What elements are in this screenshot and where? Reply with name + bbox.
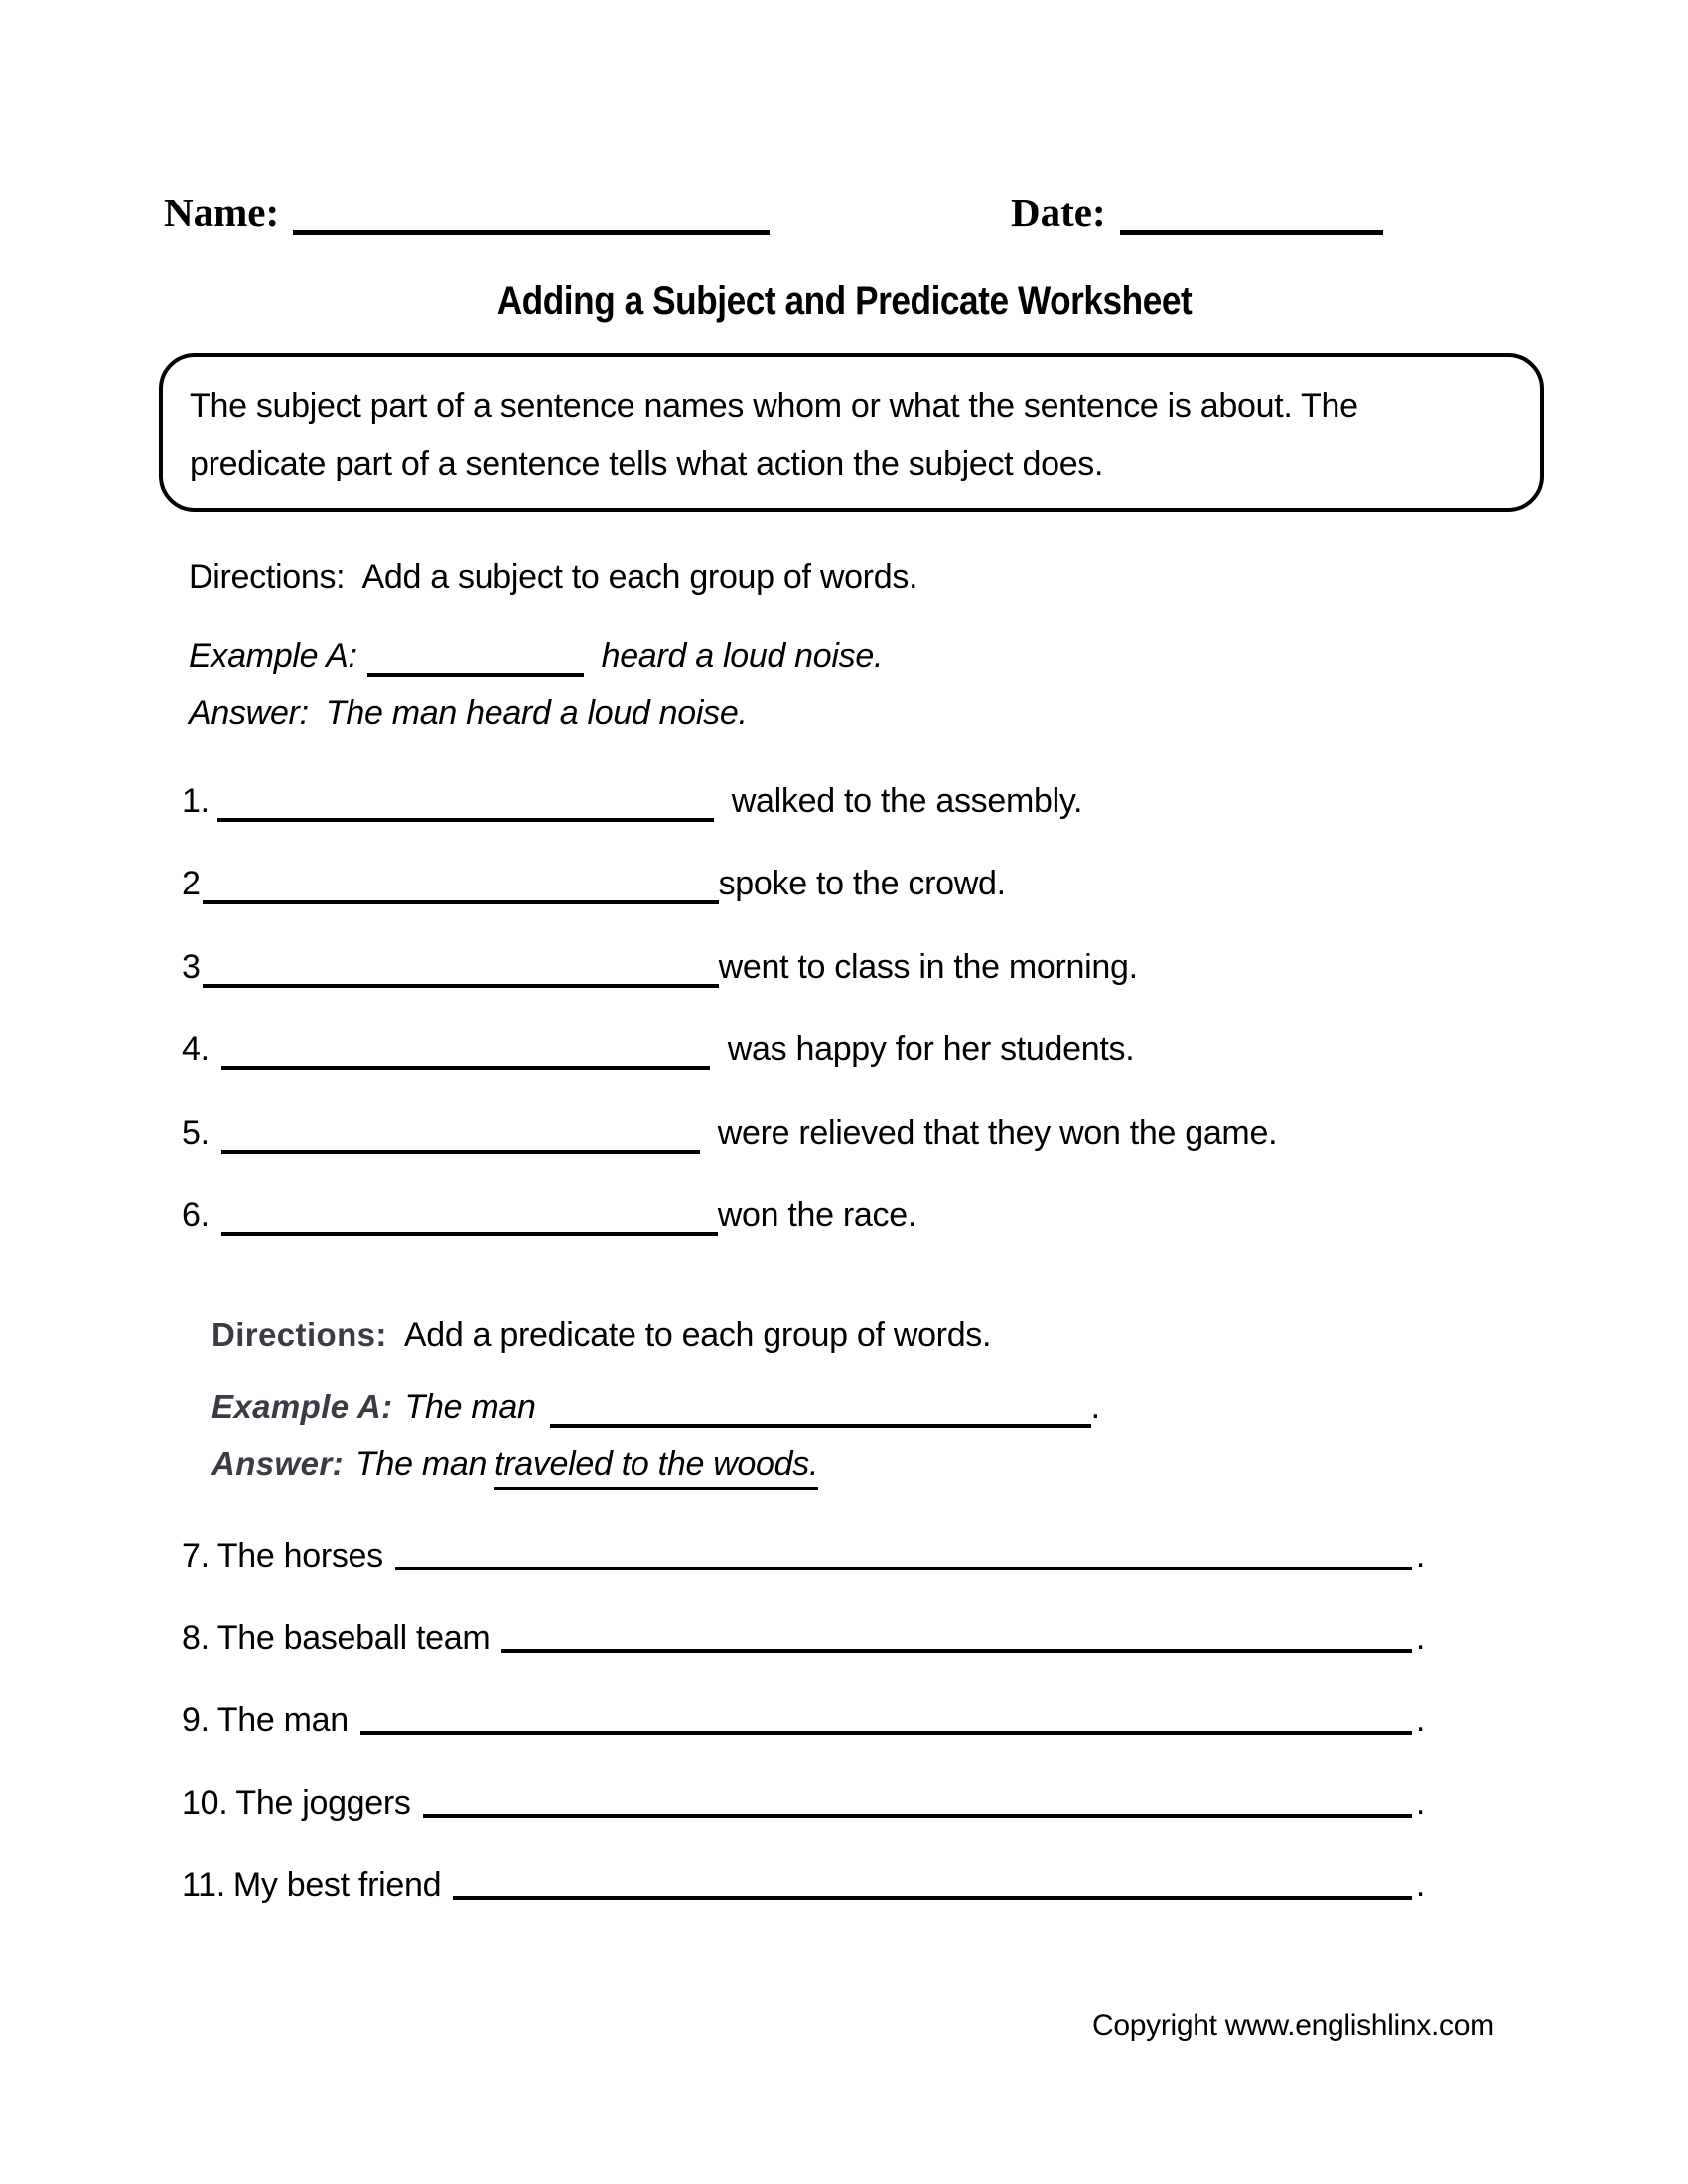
item-row-2 — [182, 865, 1006, 904]
answer-blank-line — [395, 1567, 1412, 1570]
item-text: won the race. — [717, 1196, 916, 1234]
section1-directions-text: Add a subject to each group of words. — [361, 558, 918, 596]
name-blank-line — [293, 220, 770, 235]
copyright-text: Copyright www.englishlinx.com — [1092, 2009, 1494, 2042]
section1-example-row — [189, 637, 883, 677]
item-number: 11. — [182, 1866, 225, 1904]
section1-answer-row — [189, 694, 748, 733]
definition-box — [159, 353, 1544, 512]
item-prefix: My best friend — [232, 1866, 442, 1904]
name-label: Name: — [164, 190, 280, 235]
item-row-1 — [182, 782, 1082, 822]
answer-blank-line — [203, 974, 719, 988]
item-number: 1. — [182, 782, 210, 820]
definition-text: The subject part of a sentence names whom or what the sentence is about. The predicate part of a sentence tells what action the subject does. — [190, 387, 1358, 482]
item-text: spoke to the crowd. — [718, 865, 1006, 902]
answer-blank-line — [221, 1056, 710, 1070]
item-prefix: The man — [216, 1702, 349, 1739]
section1-answer-text: The man heard a loud noise. — [325, 694, 748, 732]
section1-example-label: Example A: — [189, 637, 357, 675]
date-label: Date: — [1011, 190, 1106, 235]
section2-example-text: The man — [404, 1388, 536, 1426]
item-row-10 — [182, 1784, 1425, 1823]
item-number: 5. — [182, 1114, 210, 1152]
item-number: 2 — [182, 865, 201, 902]
item-period: . — [1415, 1619, 1425, 1657]
item-period: . — [1415, 1537, 1425, 1574]
item-prefix: The baseball team — [216, 1619, 491, 1657]
example-blank-line — [550, 1414, 1091, 1428]
section2-answer-row — [211, 1445, 818, 1484]
item-row-7 — [182, 1537, 1425, 1575]
section2-example-label: Example A: — [211, 1388, 393, 1425]
item-period: . — [1415, 1702, 1425, 1739]
item-period: . — [1415, 1866, 1425, 1904]
answer-blank-line — [360, 1731, 1412, 1735]
item-number: 4. — [182, 1030, 210, 1068]
item-prefix: The joggers — [235, 1784, 411, 1822]
title-row — [0, 279, 1688, 324]
answer-blank-line — [217, 808, 714, 822]
answer-blank-line — [453, 1896, 1412, 1900]
item-number: 8. — [182, 1619, 210, 1657]
item-row-5 — [182, 1114, 1277, 1154]
answer-blank-line — [423, 1814, 1412, 1818]
item-text: went to class in the morning. — [718, 948, 1138, 986]
item-row-4 — [182, 1030, 1134, 1070]
section2-answer-text: The man — [355, 1445, 488, 1483]
section1-answer-label: Answer: — [189, 694, 309, 732]
item-text: was happy for her students. — [727, 1030, 1135, 1068]
item-row-11 — [182, 1866, 1425, 1905]
section2-example-row — [211, 1388, 1100, 1428]
section2-answer-label: Answer: — [211, 1445, 344, 1482]
item-row-6 — [182, 1196, 916, 1236]
item-row-9 — [182, 1702, 1425, 1740]
item-period: . — [1415, 1784, 1425, 1822]
section1-directions — [189, 558, 917, 597]
example-period: . — [1090, 1388, 1100, 1426]
section2-directions-text: Add a predicate to each group of words. — [403, 1316, 992, 1354]
item-prefix: The horses — [216, 1537, 383, 1574]
example-blank-line — [367, 663, 584, 677]
answer-blank-line — [221, 1140, 700, 1154]
section1-example-text: heard a loud noise. — [601, 637, 884, 675]
item-number: 10. — [182, 1784, 228, 1822]
name-field-row — [164, 189, 770, 236]
answer-blank-line — [221, 1222, 718, 1236]
date-blank-line — [1120, 220, 1383, 235]
section2-directions — [211, 1316, 991, 1355]
item-number: 9. — [182, 1702, 210, 1739]
item-number: 3 — [182, 948, 201, 986]
answer-blank-line — [203, 890, 719, 904]
item-text: walked to the assembly. — [731, 782, 1083, 820]
section2-directions-label: Directions: — [211, 1316, 387, 1353]
item-text: were relieved that they won the game. — [717, 1114, 1278, 1152]
answer-blank-line — [501, 1649, 1411, 1653]
item-row-3 — [182, 948, 1138, 988]
item-number: 7. — [182, 1537, 210, 1574]
section1-directions-label: Directions: — [189, 558, 346, 596]
item-number: 6. — [182, 1196, 210, 1234]
section2-answer-underlined: traveled to the woods. — [494, 1445, 818, 1490]
page-title: Adding a Subject and Predicate Worksheet — [496, 279, 1192, 323]
date-field-row — [1011, 189, 1383, 236]
item-row-8 — [182, 1619, 1425, 1658]
